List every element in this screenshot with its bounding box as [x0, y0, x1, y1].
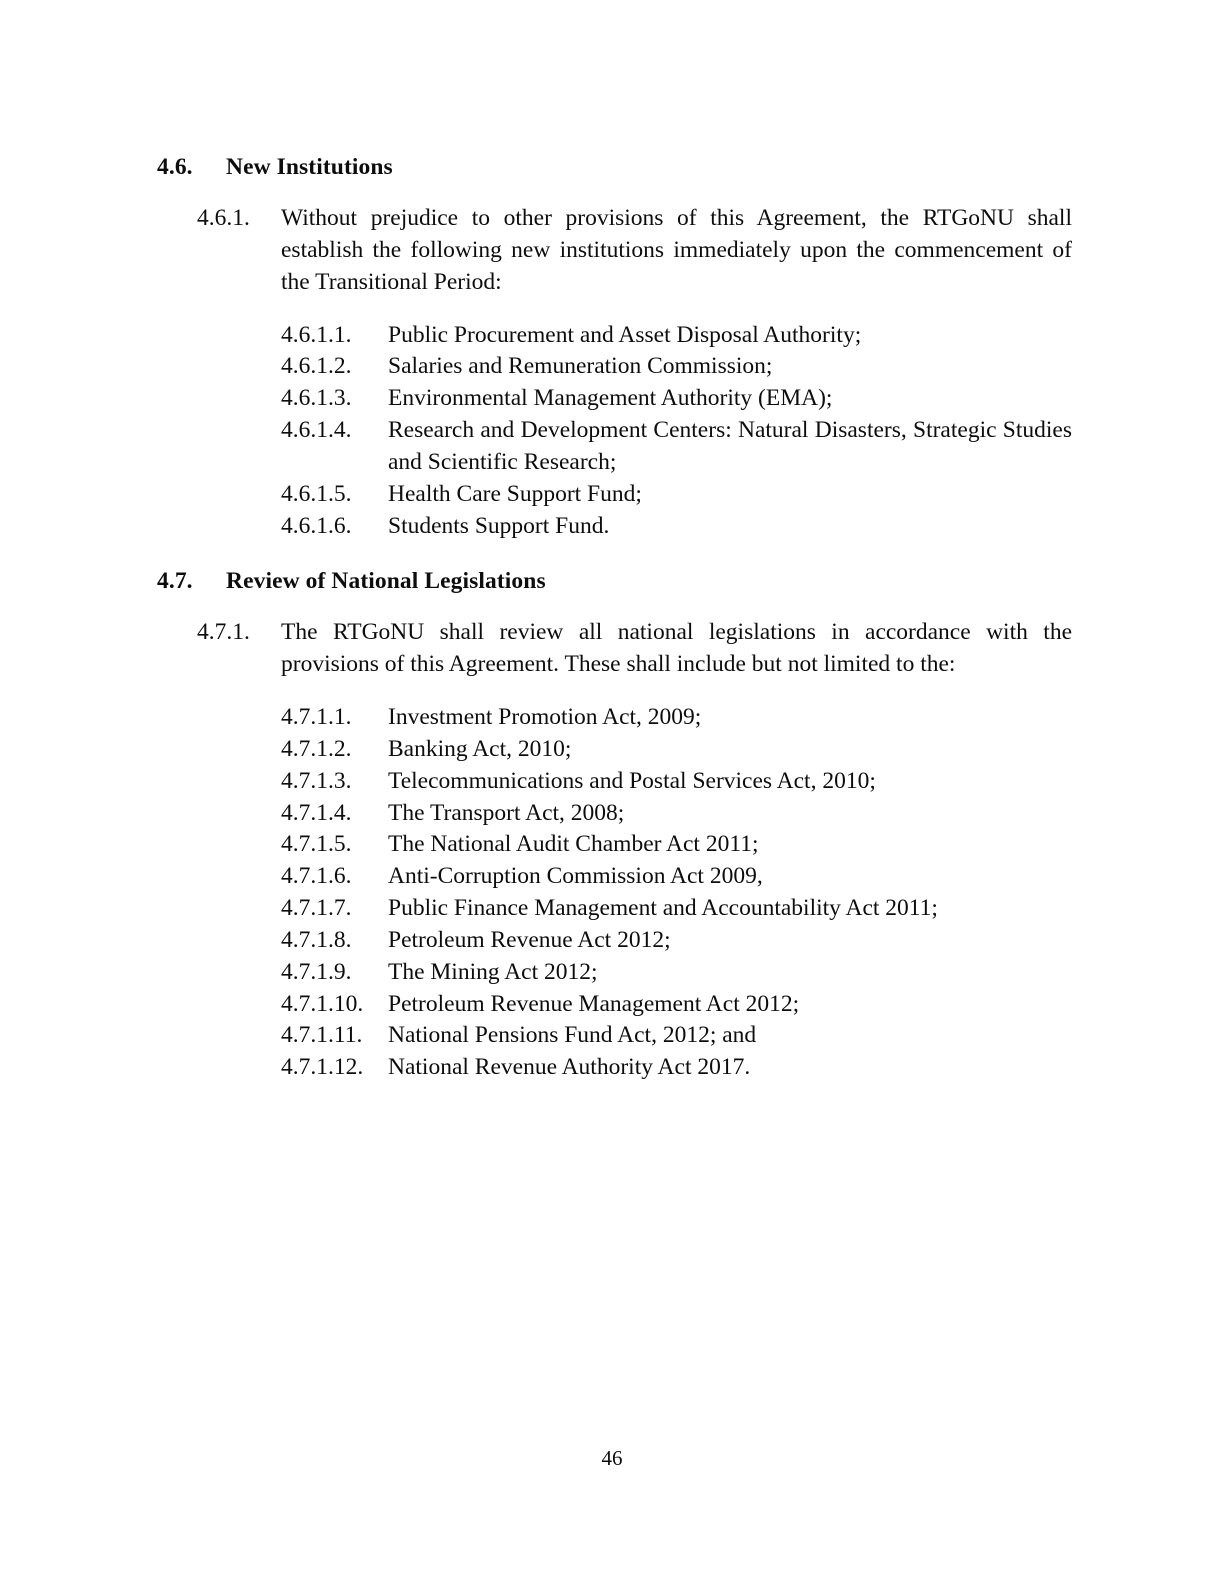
list-item — [281, 511, 1072, 543]
clause-4-7-1 — [197, 617, 1072, 681]
list-item-number: 4.6.1.3. — [281, 385, 352, 412]
spacer — [157, 596, 1072, 617]
list-item-text: Health Care Support Fund; — [388, 480, 642, 507]
list-item-number: 4.6.1.5. — [281, 480, 352, 507]
list-item-number: 4.6.1.1. — [281, 321, 352, 348]
section-number: 4.6. — [157, 154, 193, 180]
clause-text: The RTGoNU shall review all national legislations in accordance with the provisions of this Agreement. These shall include but not limited to the: — [281, 619, 1072, 678]
list-item — [281, 1020, 1072, 1052]
list-item-text: Salaries and Remuneration Commission; — [388, 353, 773, 380]
list-item-text: National Revenue Authority Act 2017. — [388, 1054, 751, 1081]
list-item — [281, 861, 1072, 893]
list-item-text: The National Audit Chamber Act 2011; — [388, 831, 759, 858]
section-title: Review of National Legislations — [226, 568, 546, 595]
list-item-number: 4.7.1.12. — [281, 1054, 364, 1081]
list-item — [281, 415, 1072, 479]
list-item-text: National Pensions Fund Act, 2012; and — [388, 1022, 757, 1049]
list-item-number: 4.7.1.9. — [281, 958, 352, 985]
page-number: 46 — [601, 1446, 623, 1470]
list-item-text: Public Procurement and Asset Disposal Authority; — [388, 321, 862, 348]
list-item — [281, 893, 1072, 925]
page-content — [157, 152, 1072, 1084]
list-item-number: 4.7.1.7. — [281, 895, 352, 922]
list-item — [281, 798, 1072, 830]
list-item-number: 4.7.1.8. — [281, 926, 352, 953]
list-item-text: Public Finance Management and Accountability Act 2011; — [388, 895, 938, 922]
list-item-text: Research and Development Centers: Natural Disasters, Strategic Studies and Scientific Research; — [388, 417, 1072, 475]
list-item-number: 4.7.1.4. — [281, 799, 352, 826]
list-item-text: Students Support Fund. — [388, 512, 610, 539]
clause-text: Without prejudice to other provisions of this Agreement, the RTGoNU shall establish the following new institutions immediately upon the commencement of the Transitional Period: — [281, 205, 1072, 295]
list-item-text: Telecommunications and Postal Services Act, 2010; — [388, 767, 876, 794]
section-number: 4.7. — [157, 568, 193, 595]
list-item-text: Environmental Management Authority (EMA); — [388, 385, 833, 412]
clause-list-4-7-1 — [281, 702, 1072, 1084]
list-item-text: The Transport Act, 2008; — [388, 799, 625, 826]
list-item-number: 4.7.1.6. — [281, 863, 352, 890]
section-title: New Institutions — [226, 154, 393, 180]
list-item — [281, 320, 1072, 352]
list-item-number: 4.7.1.2. — [281, 735, 352, 762]
spacer — [157, 299, 1072, 320]
list-item — [281, 1052, 1072, 1084]
list-item-number: 4.7.1.1. — [281, 704, 352, 731]
list-item — [281, 383, 1072, 415]
spacer — [157, 542, 1072, 566]
list-item — [281, 702, 1072, 734]
list-item — [281, 957, 1072, 989]
list-item-number: 4.7.1.5. — [281, 831, 352, 858]
list-item-text: Petroleum Revenue Management Act 2012; — [388, 990, 800, 1017]
list-item-number: 4.6.1.2. — [281, 353, 352, 380]
clause-number: 4.6.1. — [197, 205, 250, 232]
clause-list-4-6-1 — [281, 320, 1072, 543]
list-item-text: The Mining Act 2012; — [388, 958, 598, 985]
list-item-text: Anti-Corruption Commission Act 2009, — [388, 863, 763, 890]
list-item — [281, 829, 1072, 861]
list-item — [281, 766, 1072, 798]
list-item — [281, 351, 1072, 383]
clause-number: 4.7.1. — [197, 619, 250, 646]
list-item-text: Investment Promotion Act, 2009; — [388, 704, 702, 731]
list-item — [281, 989, 1072, 1021]
list-item-number: 4.7.1.3. — [281, 767, 352, 794]
list-item-text: Banking Act, 2010; — [388, 735, 572, 762]
list-item-number: 4.6.1.6. — [281, 512, 352, 539]
clause-4-6-1 — [197, 203, 1072, 298]
list-item-number: 4.7.1.11. — [281, 1022, 363, 1049]
list-item-number: 4.7.1.10. — [281, 990, 364, 1017]
spacer — [157, 681, 1072, 702]
section-heading-4-6 — [157, 152, 1072, 182]
section-heading-4-7 — [157, 566, 1072, 596]
list-item-text: Petroleum Revenue Act 2012; — [388, 926, 671, 953]
list-item — [281, 734, 1072, 766]
spacer — [157, 182, 1072, 203]
list-item — [281, 925, 1072, 957]
list-item — [281, 479, 1072, 511]
list-item-number: 4.6.1.4. — [281, 417, 352, 444]
